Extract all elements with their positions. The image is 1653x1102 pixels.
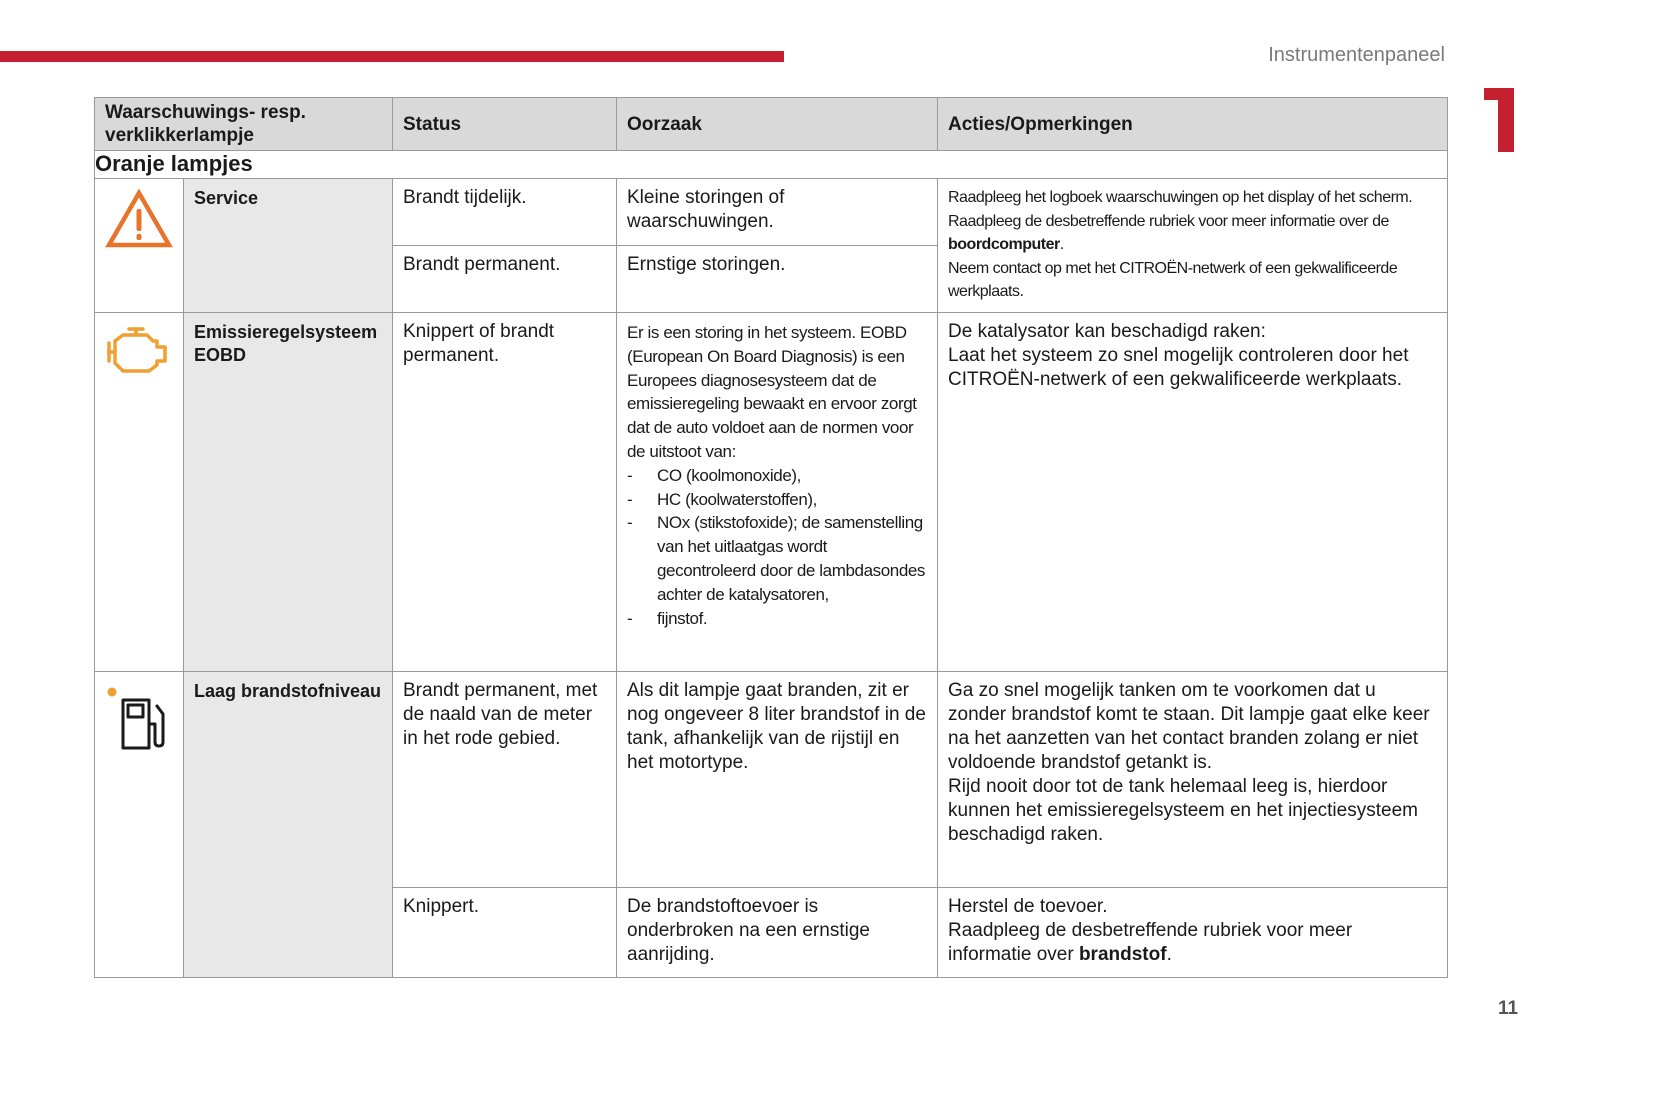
list-item: - HC (koolwaterstoffen),	[627, 488, 927, 512]
lamp-name: Emissieregelsysteem EOBD	[184, 313, 393, 672]
fuel-pump-icon	[105, 684, 175, 754]
cause-cell: De brandstoftoevoer is onderbroken na een ernstige aanrijding.	[617, 888, 938, 978]
indicator-dot	[108, 688, 117, 697]
action-text: Laat het systeem zo snel mogelijk controleren door het CITROËN-netwerk of een gekwalificeerde werkplaats.	[948, 345, 1409, 390]
action-text	[948, 919, 1437, 967]
eobd-icon-cell	[95, 313, 184, 672]
action-text-part: .	[1059, 236, 1064, 253]
list-item: - fijnstof.	[627, 607, 927, 631]
action-text: Neem contact op met het CITROËN-netwerk of een gekwalificeerde werkplaats.	[948, 259, 1398, 300]
pollutant-list	[627, 464, 927, 631]
table-row-service	[95, 179, 1448, 246]
action-cell	[938, 179, 1448, 313]
cause-cell	[617, 313, 938, 672]
status-cell: Brandt tijdelijk.	[393, 179, 617, 246]
warning-triangle-icon	[105, 189, 173, 249]
group-row	[95, 151, 1448, 179]
lamp-name: Service	[184, 179, 393, 313]
fuel-icon-cell	[95, 672, 184, 978]
warning-lights-table	[94, 97, 1448, 978]
cause-cell: Ernstige storingen.	[617, 246, 938, 313]
action-cell	[938, 313, 1448, 672]
action-text: Herstel de toevoer.	[948, 896, 1108, 917]
cause-intro: Er is een storing in het systeem. EOBD (European On Board Diagnosis) is een Europees diagnosesysteem dat de emissieregeling bewaakt en ervoor zorgt dat de auto voldoet aan de normen voor de uitstoot van:	[627, 323, 917, 461]
list-item: - CO (koolmonoxide),	[627, 464, 927, 488]
action-text-emphasis: brandstof	[1078, 944, 1167, 965]
action-text: De katalysator kan beschadigd raken:	[948, 321, 1266, 342]
action-cell	[938, 888, 1448, 978]
column-header-cause: Oorzaak	[617, 98, 938, 151]
column-header-status: Status	[393, 98, 617, 151]
group-title: Oranje lampjes	[95, 151, 1448, 179]
action-text-part: .	[1166, 944, 1172, 965]
chapter-number	[1484, 88, 1516, 152]
page-number: 11	[1498, 998, 1519, 1019]
action-text	[948, 210, 1437, 257]
action-text: Raadpleeg het logboek waarschuwingen op het display of het scherm.	[948, 189, 1413, 206]
action-text: Rijd nooit door tot de tank helemaal leeg is, hierdoor kunnen het emissieregelsysteem en het injectiesysteem beschadigd raken.	[948, 776, 1418, 845]
status-cell: Knippert of brandt permanent.	[393, 313, 617, 672]
table-header-row	[95, 98, 1448, 151]
column-header-lamp: Waarschuwings- resp. verklikkerlampje	[95, 98, 393, 151]
table-row-eobd	[95, 313, 1448, 672]
cause-cell: Als dit lampje gaat branden, zit er nog ongeveer 8 liter brandstof in de tank, afhankelijk van de rijstijl en het motortype.	[617, 672, 938, 888]
section-title: Instrumentenpaneel	[1268, 44, 1445, 66]
service-icon-cell	[95, 179, 184, 313]
status-cell: Knippert.	[393, 888, 617, 978]
action-text-emphasis: boordcomputer	[948, 236, 1060, 253]
engine-check-icon	[105, 325, 171, 375]
action-cell	[938, 672, 1448, 888]
header-accent-bar	[0, 51, 784, 62]
status-cell: Brandt permanent, met de naald van de meter in het rode gebied.	[393, 672, 617, 888]
table-row-fuel	[95, 672, 1448, 888]
lamp-name: Laag brandstofniveau	[184, 672, 393, 978]
action-text: Ga zo snel mogelijk tanken om te voorkomen dat u zonder brandstof komt te staan. Dit lampje gaat elke keer na het aanzetten van het contact branden zolang er niet voldoende brandstof getankt is.	[948, 680, 1430, 773]
column-header-actions: Acties/Opmerkingen	[938, 98, 1448, 151]
list-item: - NOx (stikstofoxide); de samenstelling van het uitlaatgas wordt gecontroleerd door de lambdasondes achter de katalysatoren,	[627, 511, 927, 606]
cause-cell: Kleine storingen of waarschuwingen.	[617, 179, 938, 246]
status-cell: Brandt permanent.	[393, 246, 617, 313]
action-text-part: Raadpleeg de desbetreffende rubriek voor meer informatie over de	[948, 212, 1389, 230]
action-text-part: Raadpleeg de desbetreffende rubriek voor meer informatie over	[948, 920, 1353, 965]
